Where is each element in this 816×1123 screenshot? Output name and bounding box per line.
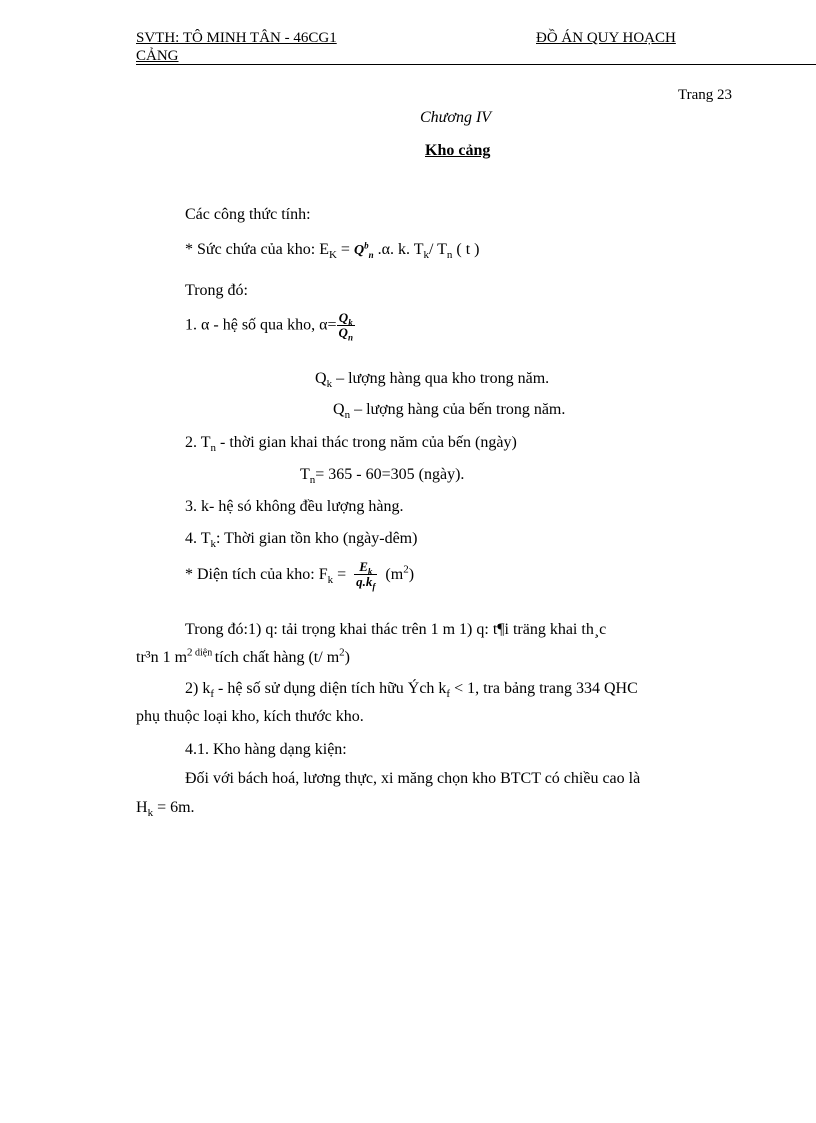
section-title: Kho cảng (425, 142, 491, 159)
item-3: 3. k- hệ só không đều lượng hàng. (185, 498, 404, 515)
header-student: SVTH: TÔ MINH TÂN - 46CG1 (136, 30, 337, 46)
header-project-continued: CẢNG (136, 48, 179, 64)
kf-line2: phụ thuộc loại kho, kích thước kho. (136, 708, 364, 725)
area-fraction: $\frac{E_k}{q.k_f}$ (356, 559, 376, 592)
page-number: Trang 23 (678, 87, 733, 103)
where-label: Trong đó: (185, 282, 248, 299)
item-1: 1. α - hệ số qua kho, α= $\frac{Q_k}{Q_n}$ (185, 310, 353, 343)
formulas-intro: Các công thức tính: (185, 206, 311, 223)
header-rule (136, 64, 816, 65)
alpha-fraction: $\frac{Q_k}{Q_n}$ (338, 310, 353, 343)
kf-line1: 2) $k_f$ - hệ số sử dụng diện tích hữu Ých $k_f < 1$, tra bảng trang 334 QHC (185, 680, 638, 701)
qk-definition: $Q_k$ – lượng hàng qua kho trong năm. (315, 370, 550, 391)
chapter-label: Chương IV (420, 109, 492, 126)
area-formula: * Diện tích của kho: $F_k$ = $\frac{E_k}{q.k_f}$ $(m^2)$ (185, 559, 415, 592)
item-4: 4. $T_k$: Thời gian tồn kho (ngày-dêm) (185, 530, 418, 551)
header-project: ĐỒ ÁN QUY HOẠCH (536, 30, 676, 46)
section-4-1: 4.1. Kho hàng dạng kiện: (185, 741, 347, 758)
paragraph-line2: $H_k = 6m$. (136, 799, 195, 820)
where2-line2: tr³n 1 $m^2$ $^{diện}$ tích chất hàng (t/ $m^2$) (136, 646, 350, 666)
item-2: 2. $T_n$ - thời gian khai thác trong năm của bến (ngày) (185, 434, 517, 455)
qn-definition: $Q_n$ – lượng hàng của bến trong năm. (333, 401, 566, 422)
where2-line1: Trong đó:1) q: tải trọng khai thác trên 1 m 1) q: t¶i träng khai th¸c (185, 621, 607, 638)
tn-calculation: $T_n= 365 - 60=305$ (ngày). (300, 466, 465, 487)
paragraph-line1: Đối với bách hoá, lương thực, xi măng chọn kho BTCT có chiều cao là (185, 770, 641, 787)
capacity-formula: * Sức chứa của kho: $E_K = Q^b_n$ .α. k. $T_k/$ $T_n$ ( t ) (185, 240, 480, 262)
